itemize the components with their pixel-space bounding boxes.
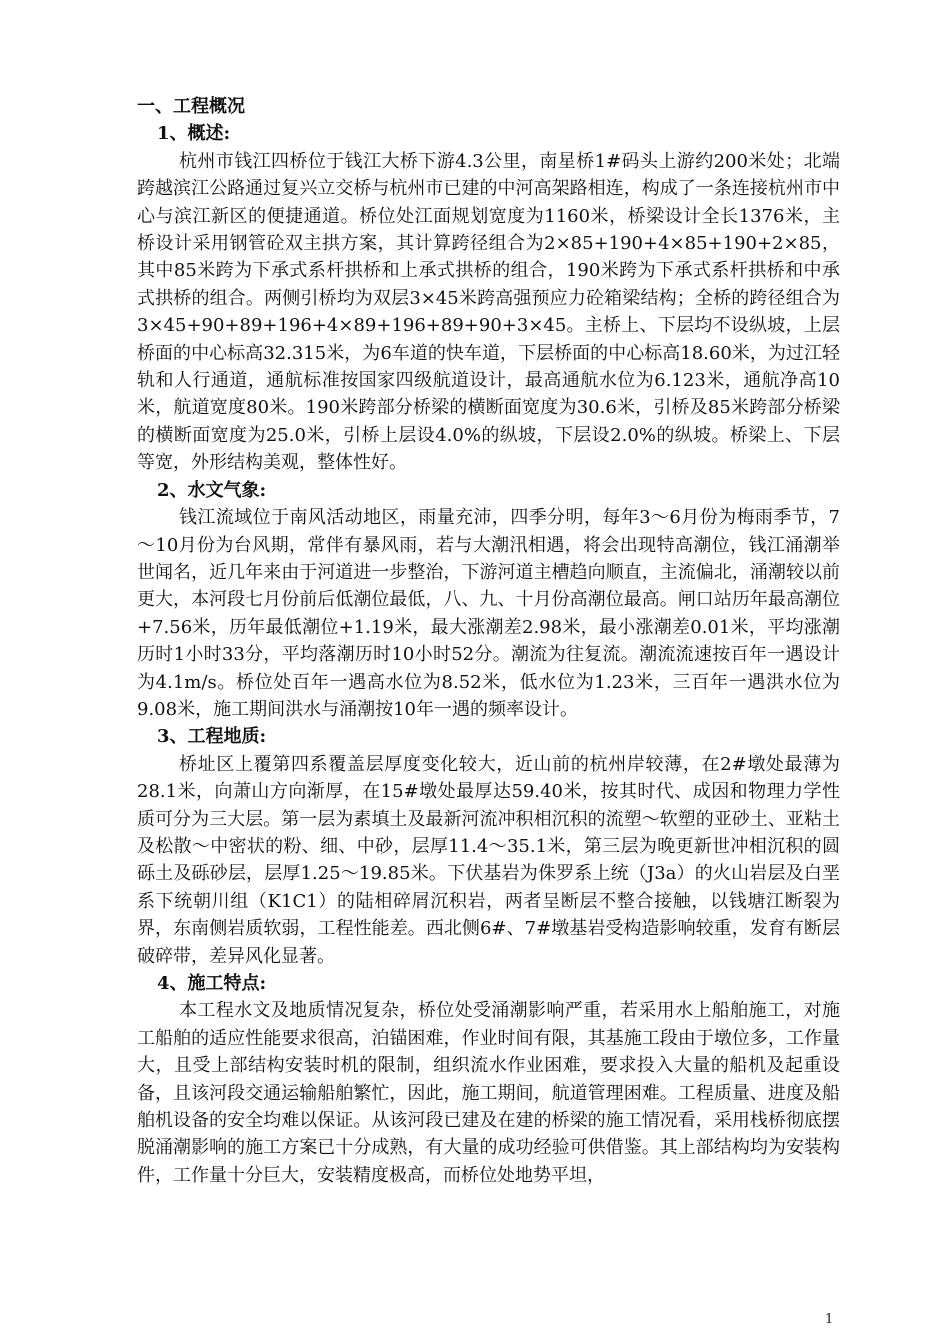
section-paragraph-construction: 本工程水文及地质情况复杂，桥位处受涌潮影响严重，若采用水上船舶施工，对施工船舶的适应性能要求很高，泊锚困难，作业时间有限，其基施工段由于墩位多，工作量大，且受上部结构安装时机的限制，组织流水作业困难，要求投入大量的船机及起重设备，且该河段交通运输船舶繁忙，因此，施工期间，航道管理困难。工程质量、进度及船舶机设备的安全均难以保证。从该河段已建及在建的桥梁的施工情况看，采用栈桥彻底摆脱涌潮影响的施工方案已十分成熟，有大量的成功经验可供借鉴。其上部结构均为安装构件，工作量十分巨大，安装精度极高，而桥位处地势平坦， [137,1000,840,1186]
section-paragraph-overview: 杭州市钱江四桥位于钱江大桥下游4.3公里，南星桥1#码头上游约200米处；北端跨越滨江公路通过复兴立交桥与杭州市已建的中河高架路相连，构成了一条连接杭州市中心与滨江新区的便捷通道。桥位处江面规划宽度为1160米，桥梁设计全长1376米，主桥设计采用钢管砼双主拱方案，其计算跨径组合为2×85+190+4×85+190+2×85，其中85米跨为下承式系杆拱桥和上承式拱桥的组合，190米跨为下承式系杆拱桥和中承式拱桥的组合。两侧引桥均为双层3×45米跨高强预应力砼箱梁结构；全桥的跨径组合为3×45+90+89+196+4×89+196+89+90+3×45。主桥上、下层均不设纵坡，上层桥面的中心标高32.315米，为6车道的快车道，下层桥面的中心标高18.60米，为过江轻轨和人行通道，通航标准按国家四级航道设计，最高通航水位为6.123米，通航净高10米，航道宽度80米。190米跨部分桥梁的横断面宽度为30.6米，引桥及85米跨部分桥梁的横断面宽度为25.0米，引桥上层设4.0%的纵坡，下层设2.0%的纵坡。桥梁上、下层等宽，外形结构美观，整体性好。 [137,150,840,474]
section-paragraph-hydrology: 钱江流域位于南风活动地区，雨量充沛，四季分明，每年3～6月份为梅雨季节，7～10月份为台风期，常伴有暴风雨，若与大潮汛相遇，将会出现特高潮位，钱江涌潮举世闻名，近几年来由于河道进一步整治，下游河道主槽趋向顺直，主流偏北，涌潮较以前更大，本河段七月份前后低潮位最低，八、九、十月份高潮位最高。闸口站历年最高潮位+7.56米，历年最低潮位+1.19米，最大涨潮差2.98米，最小涨潮差0.01米，平均涨潮历时1小时33分，平均落潮历时10小时52分。潮流为往复流。潮流流速按百年一遇设计为4.1m/s。桥位处百年一遇高水位为8.52米，低水位为1.23米，三百年一遇洪水位为9.08米，施工期间洪水与涌潮按10年一遇的频率设计。 [137,507,840,720]
document-body [137,93,840,1189]
section-title-overview: 1、概述: [157,123,231,145]
section-title-geology: 3、工程地质: [157,726,267,748]
page-number: 1 [825,1312,834,1327]
chapter-heading: 一、工程概况 [137,96,245,117]
section-title-hydrology: 2、水文气象: [157,479,267,501]
section-title-construction: 4、施工特点: [157,973,267,994]
section-paragraph-geology: 桥址区上覆第四系覆盖层厚度变化较大，近山前的杭州岸较薄，在2#墩处最薄为28.1米，向萧山方向渐厚，在15#墩处最厚达59.40米，按其时代、成因和物理力学性质可分为三大层。第一层为素填土及最新河流冲积相沉积的流塑～软塑的亚砂土、亚粘土及松散～中密状的粉、细、中砂，层厚11.4～35.1米，第三层为晚更新世冲相沉积的圆砾土及砾砂层，层厚1.25～19.85米。下伏基岩为侏罗系上统（J3a）的火山岩层及白垩系下统朝川组（K1C1）的陆相碎屑沉积岩，两者呈断层不整合接触，以钱塘江断裂为界，东南侧岩质软弱，工程性能差。西北侧6#、7#墩基岩受构造影响较重，发育有断层破碎带，差异风化显著。 [137,753,840,967]
